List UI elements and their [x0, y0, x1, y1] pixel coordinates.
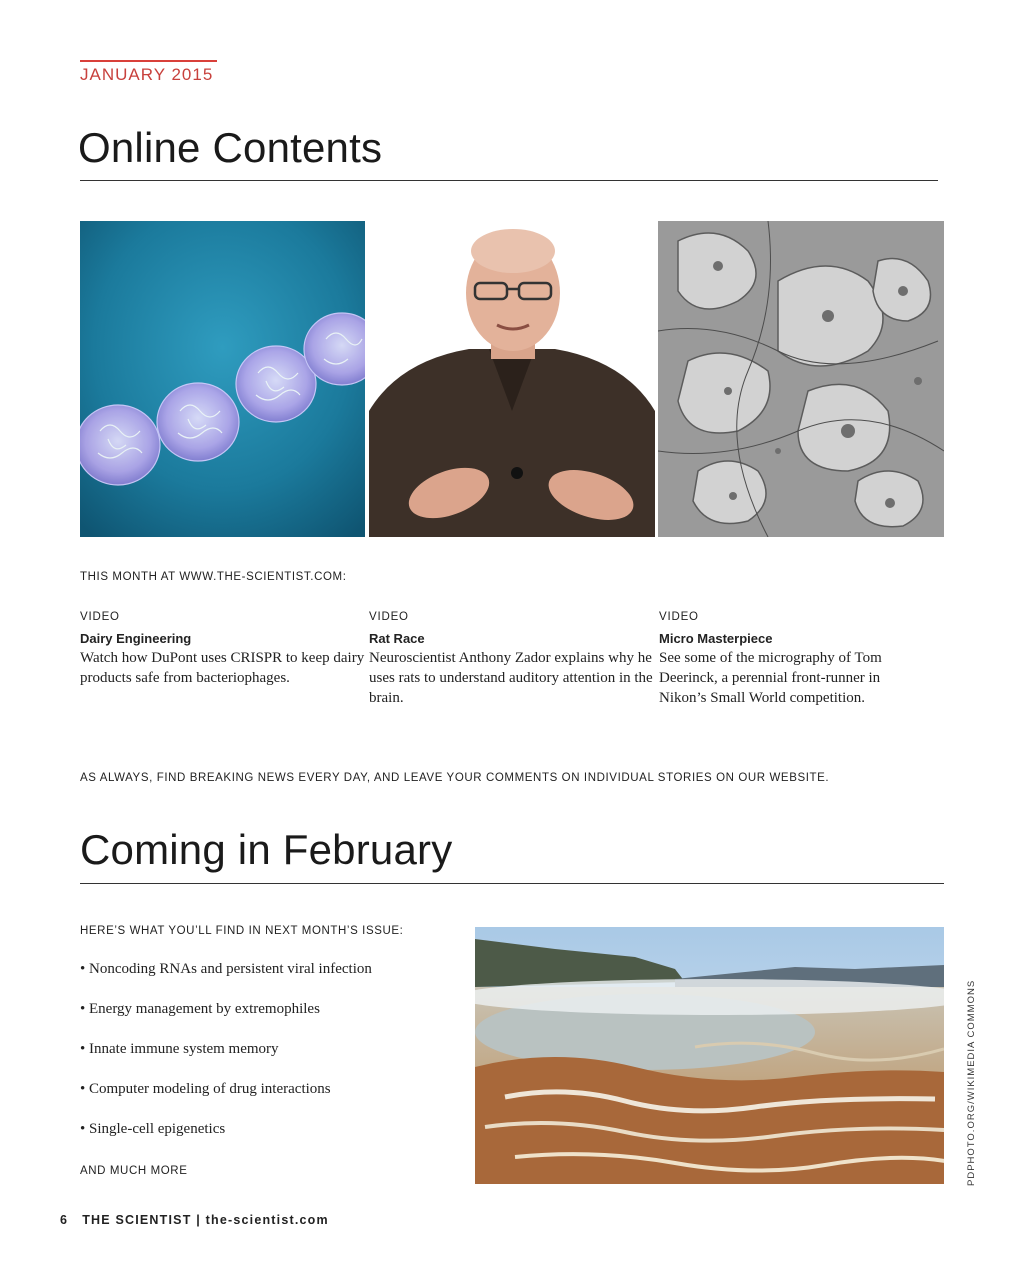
- online-intro: THIS MONTH AT WWW.THE-SCIENTIST.COM:: [80, 571, 347, 583]
- page-title: Online Contents: [78, 124, 383, 171]
- video-item: [80, 611, 365, 688]
- online-note: AS ALWAYS, FIND BREAKING NEWS EVERY DAY, AND LEAVE YOUR COMMENTS ON INDIVIDUAL STORIES ON OUR WEBSITE.: [80, 772, 830, 784]
- page-number: 6: [60, 1213, 69, 1227]
- anthony-zador-video-still: [369, 221, 655, 537]
- section-rule: [80, 883, 944, 884]
- list-item: • Computer modeling of drug interactions: [80, 1081, 331, 1097]
- video-description: See some of the micrography of Tom Deerinck, a perennial front-runner in Nikon’s Small World competition.: [659, 650, 882, 706]
- bacteriophage-image: [80, 221, 365, 537]
- date-rule: [80, 60, 217, 62]
- video-item: [369, 611, 654, 708]
- issue-date: JANUARY 2015: [80, 65, 214, 84]
- title-rule: [80, 180, 938, 181]
- video-label: VIDEO: [659, 611, 699, 623]
- video-label: VIDEO: [369, 611, 409, 623]
- video-label: VIDEO: [80, 611, 120, 623]
- list-item: • Noncoding RNAs and persistent viral infection: [80, 961, 372, 977]
- micrograph-image: [658, 221, 944, 537]
- video-item: [659, 611, 899, 708]
- list-item: • Energy management by extremophiles: [80, 1001, 320, 1017]
- footer-separator: |: [196, 1213, 201, 1227]
- photo-credit: PDPHOTO.ORG/WIKIMEDIA COMMONS: [966, 979, 977, 1186]
- and-much-more: AND MUCH MORE: [80, 1165, 188, 1177]
- list-item: • Single-cell epigenetics: [80, 1121, 226, 1137]
- page-footer: [60, 1213, 329, 1227]
- list-item: • Innate immune system memory: [80, 1041, 279, 1057]
- video-title[interactable]: Dairy Engineering: [80, 631, 192, 646]
- coming-intro: HERE’S WHAT YOU’LL FIND IN NEXT MONTH’S ISSUE:: [80, 925, 404, 937]
- video-title[interactable]: Micro Masterpiece: [659, 631, 773, 646]
- site-link[interactable]: the-scientist.com: [205, 1213, 329, 1227]
- video-title[interactable]: Rat Race: [369, 631, 425, 646]
- video-description: Watch how DuPont uses CRISPR to keep dairy products safe from bacteriophages.: [80, 650, 365, 686]
- video-description: Neuroscientist Anthony Zador explains why he uses rats to understand auditory attention in the brain.: [369, 650, 653, 706]
- magazine-name: THE SCIENTIST: [82, 1213, 192, 1227]
- section-title: Coming in February: [80, 826, 453, 873]
- hot-spring-image: [475, 927, 944, 1184]
